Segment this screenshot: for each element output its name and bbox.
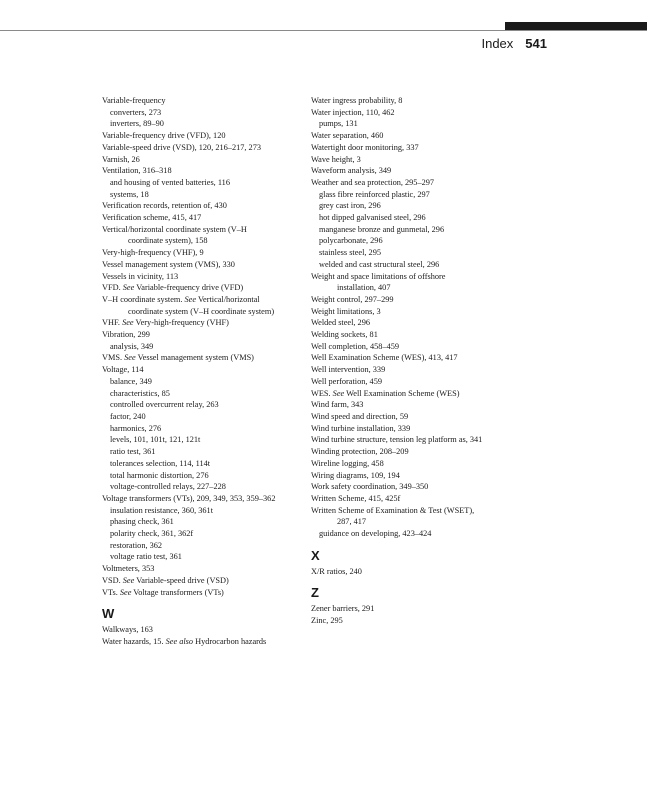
index-subentry: guidance on developing, 423–424 <box>319 529 432 539</box>
index-entry: Written Scheme of Examination & Test (WSET), <box>311 505 475 515</box>
page-number: 541 <box>525 36 547 51</box>
index-entry: Weather and sea protection, 295–297 <box>311 177 435 187</box>
index-entry: Zener barriers, 291 <box>311 604 375 614</box>
index-entry: Vessel management system (VMS), 330 <box>102 259 235 269</box>
index-entry: Wave height, 3 <box>311 154 361 164</box>
index-entry-continuation: 287, 417 <box>337 517 367 527</box>
index-entry: Water hazards, 15. See also Hydrocarbon hazards <box>102 636 267 646</box>
index-entry: VFD. See Variable-frequency drive (VFD) <box>102 283 244 293</box>
index-subentry: tolerances selection, 114, 114t <box>110 458 211 468</box>
index-subentry: voltage-controlled relays, 227–228 <box>110 482 226 492</box>
index-entry: Weight limitations, 3 <box>311 306 381 316</box>
index-subentry: factor, 240 <box>110 411 146 421</box>
index-entry: Voltage transformers (VTs), 209, 349, 353, 359–362 <box>102 493 276 503</box>
letter-heading: W <box>102 606 115 622</box>
index-entry: Wiring diagrams, 109, 194 <box>311 470 400 480</box>
index-entry: Written Scheme, 415, 425f <box>311 493 401 503</box>
index-entry: Vessels in vicinity, 113 <box>102 271 179 281</box>
index-subentry: hot dipped galvanised steel, 296 <box>319 213 426 223</box>
index-entry: Variable-speed drive (VSD), 120, 216–217, 273 <box>102 142 261 152</box>
index-entry: Very-high-frequency (VHF), 9 <box>102 248 204 258</box>
index-entry: Water separation, 460 <box>311 131 384 141</box>
index-entry: Well completion, 458–459 <box>311 341 400 351</box>
index-entry: Vertical/horizontal coordinate system (V–H <box>102 224 247 234</box>
index-subentry: restoration, 362 <box>110 540 163 550</box>
index-column-right <box>311 95 526 627</box>
index-subentry: stainless steel, 295 <box>319 248 381 258</box>
index-subentry: total harmonic distortion, 276 <box>110 470 209 480</box>
index-subentry: systems, 18 <box>110 189 149 199</box>
index-column-left <box>102 95 302 648</box>
index-subentry: characteristics, 85 <box>110 388 170 398</box>
letter-heading: X <box>311 547 320 563</box>
index-entry: Variable-frequency drive (VFD), 120 <box>102 131 226 141</box>
index-entry-continuation: coordinate system (V–H coordinate system) <box>128 306 275 316</box>
index-subentry: levels, 101, 101t, 121, 121t <box>110 435 201 445</box>
index-subentry: welded and cast structural steel, 296 <box>319 259 440 269</box>
letter-heading: Z <box>311 585 319 601</box>
index-subentry: pumps, 131 <box>319 119 358 129</box>
index-entry: Well perforation, 459 <box>311 376 382 386</box>
index-entry: Well Examination Scheme (WES), 413, 417 <box>311 353 458 363</box>
index-entry: Weight and space limitations of offshore <box>311 271 446 281</box>
index-subentry: insulation resistance, 360, 361t <box>110 505 214 515</box>
index-entry: Winding protection, 208–209 <box>311 447 409 457</box>
index-entry: VMS. See Vessel management system (VMS) <box>102 353 254 363</box>
index-entry: WES. See Well Examination Scheme (WES) <box>311 388 460 398</box>
index-entry: Weight control, 297–299 <box>311 294 394 304</box>
index-entry: Variable-frequency <box>102 96 166 105</box>
index-subentry: controlled overcurrent relay, 263 <box>110 400 219 410</box>
index-entry: Verification records, retention of, 430 <box>102 201 227 211</box>
index-entry: V–H coordinate system. See Vertical/horizontal <box>102 294 260 304</box>
index-subentry: and housing of vented batteries, 116 <box>110 177 230 187</box>
index-subentry: glass fibre reinforced plastic, 297 <box>319 189 430 199</box>
index-entry-continuation: installation, 407 <box>337 283 391 293</box>
index-entry: Wind farm, 343 <box>311 400 364 410</box>
index-entry: Welded steel, 296 <box>311 318 371 328</box>
index-subentry: grey cast iron, 296 <box>319 201 381 211</box>
index-entry: Verification scheme, 415, 417 <box>102 213 202 223</box>
index-entry: Wind turbine installation, 339 <box>311 423 411 433</box>
index-subentry: inverters, 89–90 <box>110 119 164 129</box>
index-entry: X/R ratios, 240 <box>311 566 362 576</box>
index-entry: VSD. See Variable-speed drive (VSD) <box>102 575 229 585</box>
index-entry: Water injection, 110, 462 <box>311 107 395 117</box>
header-rule <box>0 30 647 31</box>
index-subentry: balance, 349 <box>110 376 152 386</box>
index-entry: Vibration, 299 <box>102 330 150 340</box>
index-subentry: polycarbonate, 296 <box>319 236 383 246</box>
index-subentry: ratio test, 361 <box>110 447 156 457</box>
index-subentry: voltage ratio test, 361 <box>110 552 182 562</box>
index-entry: Water ingress probability, 8 <box>311 96 403 105</box>
index-subentry: phasing check, 361 <box>110 517 174 527</box>
index-entry-continuation: coordinate system), 158 <box>128 236 208 246</box>
index-subentry: manganese bronze and gunmetal, 296 <box>319 224 445 234</box>
index-entry: Wireline logging, 458 <box>311 458 384 468</box>
index-entry: VTs. See Voltage transformers (VTs) <box>102 587 224 597</box>
index-entry: Watertight door monitoring, 337 <box>311 142 419 152</box>
index-entry: Work safety coordination, 349–350 <box>311 482 429 492</box>
index-entry: Waveform analysis, 349 <box>311 166 392 176</box>
index-entry: Wind turbine structure, tension leg platform as, 341 <box>311 435 483 445</box>
index-subentry: harmonics, 276 <box>110 423 162 433</box>
index-subentry: polarity check, 361, 362f <box>110 529 194 539</box>
index-entry: Well intervention, 339 <box>311 365 386 375</box>
index-entry: Wind speed and direction, 59 <box>311 411 409 421</box>
index-entry: Varnish, 26 <box>102 154 140 164</box>
index-entry: Walkways, 163 <box>102 625 153 635</box>
index-entry: Ventilation, 316–318 <box>102 166 172 176</box>
running-head <box>481 36 547 52</box>
index-entry: Zinc, 295 <box>311 616 343 626</box>
index-entry: Voltage, 114 <box>102 365 144 375</box>
section-title: Index <box>481 36 514 51</box>
index-entry: VHF. See Very-high-frequency (VHF) <box>102 318 229 328</box>
index-subentry: converters, 273 <box>110 107 162 117</box>
index-subentry: analysis, 349 <box>110 341 154 351</box>
index-entry: Voltmeters, 353 <box>102 564 155 574</box>
index-entry: Welding sockets, 81 <box>311 330 378 340</box>
